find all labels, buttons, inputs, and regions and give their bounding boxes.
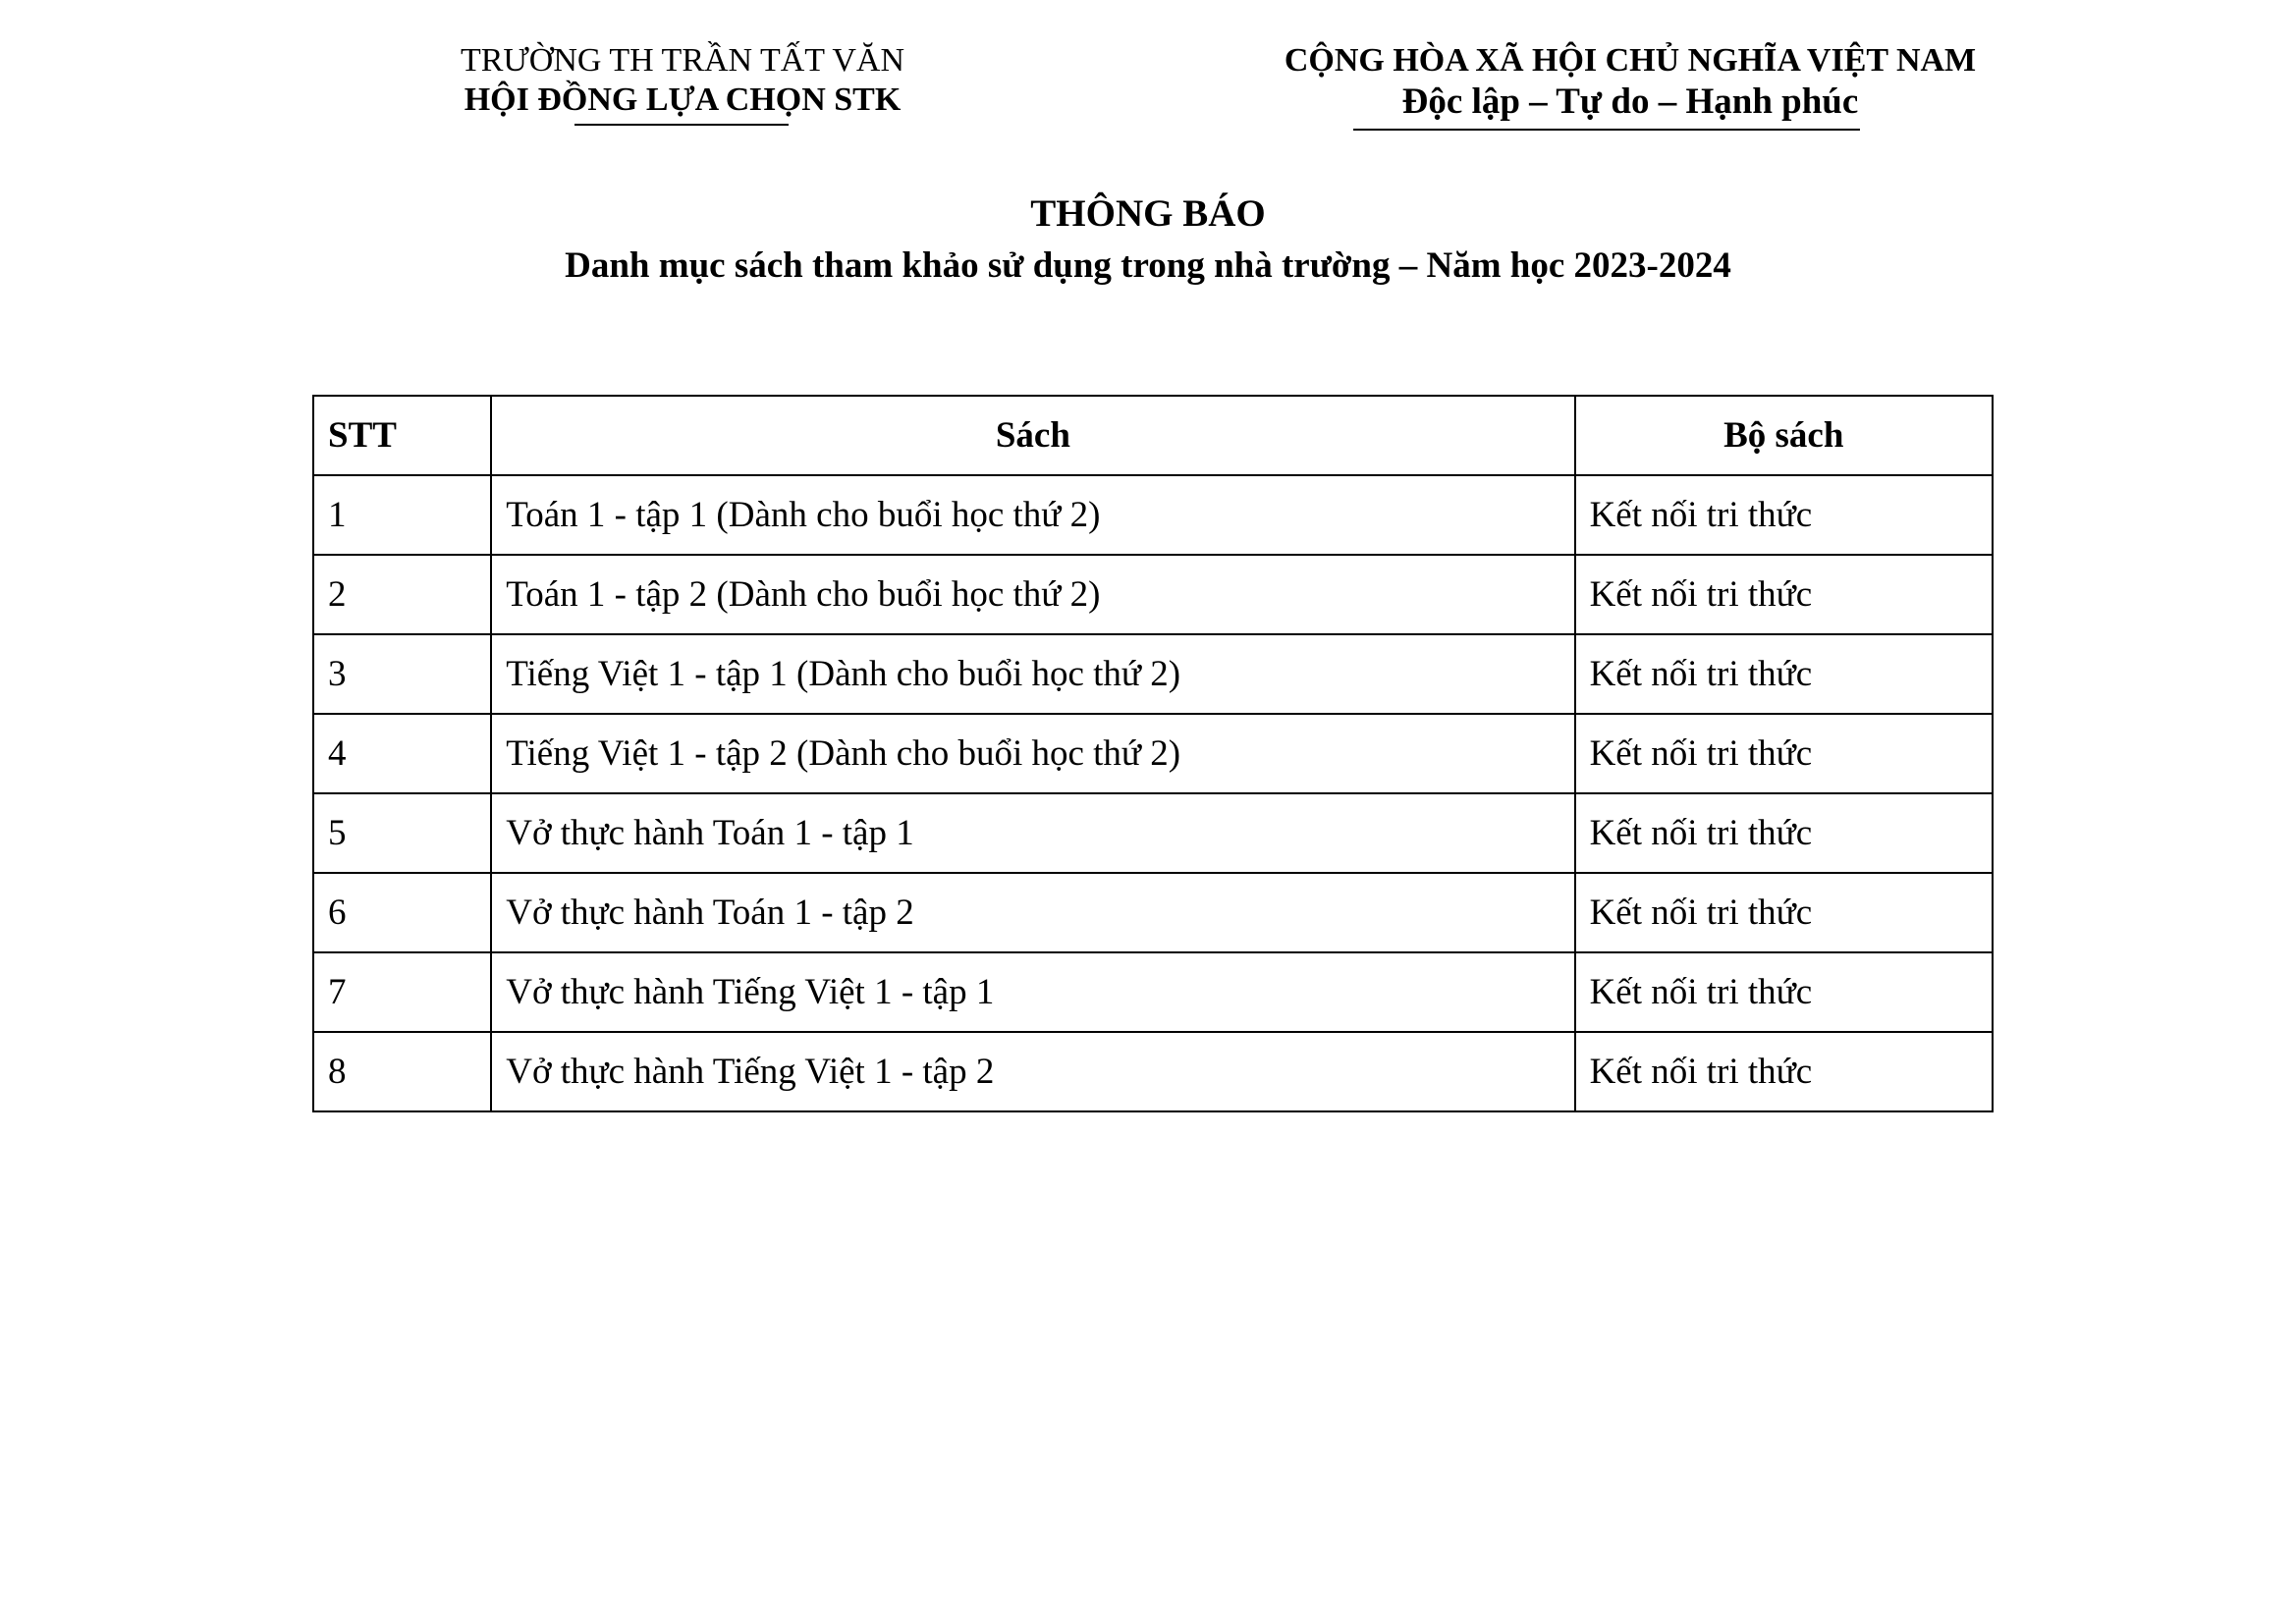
table-row (313, 793, 1993, 873)
cell-book-set: Kết nối tri thức (1575, 1032, 1993, 1111)
cell-book: Vở thực hành Tiếng Việt 1 - tập 2 (491, 1032, 1574, 1111)
cell-stt: 8 (313, 1032, 491, 1111)
header-left (393, 41, 972, 120)
cell-book: Tiếng Việt 1 - tập 2 (Dành cho buổi học thứ 2) (491, 714, 1574, 793)
document-subtitle: Danh mục sách tham khảo sử dụng trong nhà trường – Năm học 2023-2024 (565, 245, 1731, 286)
cell-stt: 7 (313, 952, 491, 1032)
header-book-set: Bộ sách (1575, 396, 1993, 475)
cell-book: Toán 1 - tập 2 (Dành cho buổi học thứ 2) (491, 555, 1574, 634)
table-row (313, 555, 1993, 634)
school-name: TRƯỜNG TH TRẦN TẤT VĂN (460, 42, 905, 79)
cell-stt: 6 (313, 873, 491, 952)
header-book: Sách (491, 396, 1574, 475)
table-row (313, 714, 1993, 793)
committee-name: HỘI ĐỒNG LỰA CHỌN STK (464, 81, 902, 118)
national-title: CỘNG HÒA XÃ HỘI CHỦ NGHĨA VIỆT NAM (1284, 42, 1977, 79)
national-motto: Độc lập – Tự do – Hạnh phúc (1401, 81, 1859, 122)
cell-stt: 3 (313, 634, 491, 714)
book-list-table (312, 395, 1994, 1112)
cell-book-set: Kết nối tri thức (1575, 475, 1993, 555)
document-title: THÔNG BÁO (1030, 192, 1266, 235)
cell-book-set: Kết nối tri thức (1575, 952, 1993, 1032)
cell-book-set: Kết nối tri thức (1575, 634, 1993, 714)
table-header-row (313, 396, 1993, 475)
table-row (313, 873, 1993, 952)
cell-stt: 4 (313, 714, 491, 793)
cell-book: Tiếng Việt 1 - tập 1 (Dành cho buổi học thứ 2) (491, 634, 1574, 714)
cell-book: Vở thực hành Tiếng Việt 1 - tập 1 (491, 952, 1574, 1032)
table-row (313, 475, 1993, 555)
table-row (313, 634, 1993, 714)
table-row (313, 1032, 1993, 1111)
cell-stt: 5 (313, 793, 491, 873)
cell-book-set: Kết nối tri thức (1575, 714, 1993, 793)
header-stt: STT (313, 396, 491, 475)
cell-stt: 1 (313, 475, 491, 555)
cell-book: Vở thực hành Toán 1 - tập 2 (491, 873, 1574, 952)
cell-book-set: Kết nối tri thức (1575, 555, 1993, 634)
header-left-underline (574, 124, 789, 126)
header-right (1218, 41, 2043, 124)
header-right-underline (1353, 129, 1860, 131)
title-block (0, 189, 2296, 293)
cell-stt: 2 (313, 555, 491, 634)
cell-book-set: Kết nối tri thức (1575, 793, 1993, 873)
table-row (313, 952, 1993, 1032)
cell-book: Vở thực hành Toán 1 - tập 1 (491, 793, 1574, 873)
cell-book: Toán 1 - tập 1 (Dành cho buổi học thứ 2) (491, 475, 1574, 555)
cell-book-set: Kết nối tri thức (1575, 873, 1993, 952)
